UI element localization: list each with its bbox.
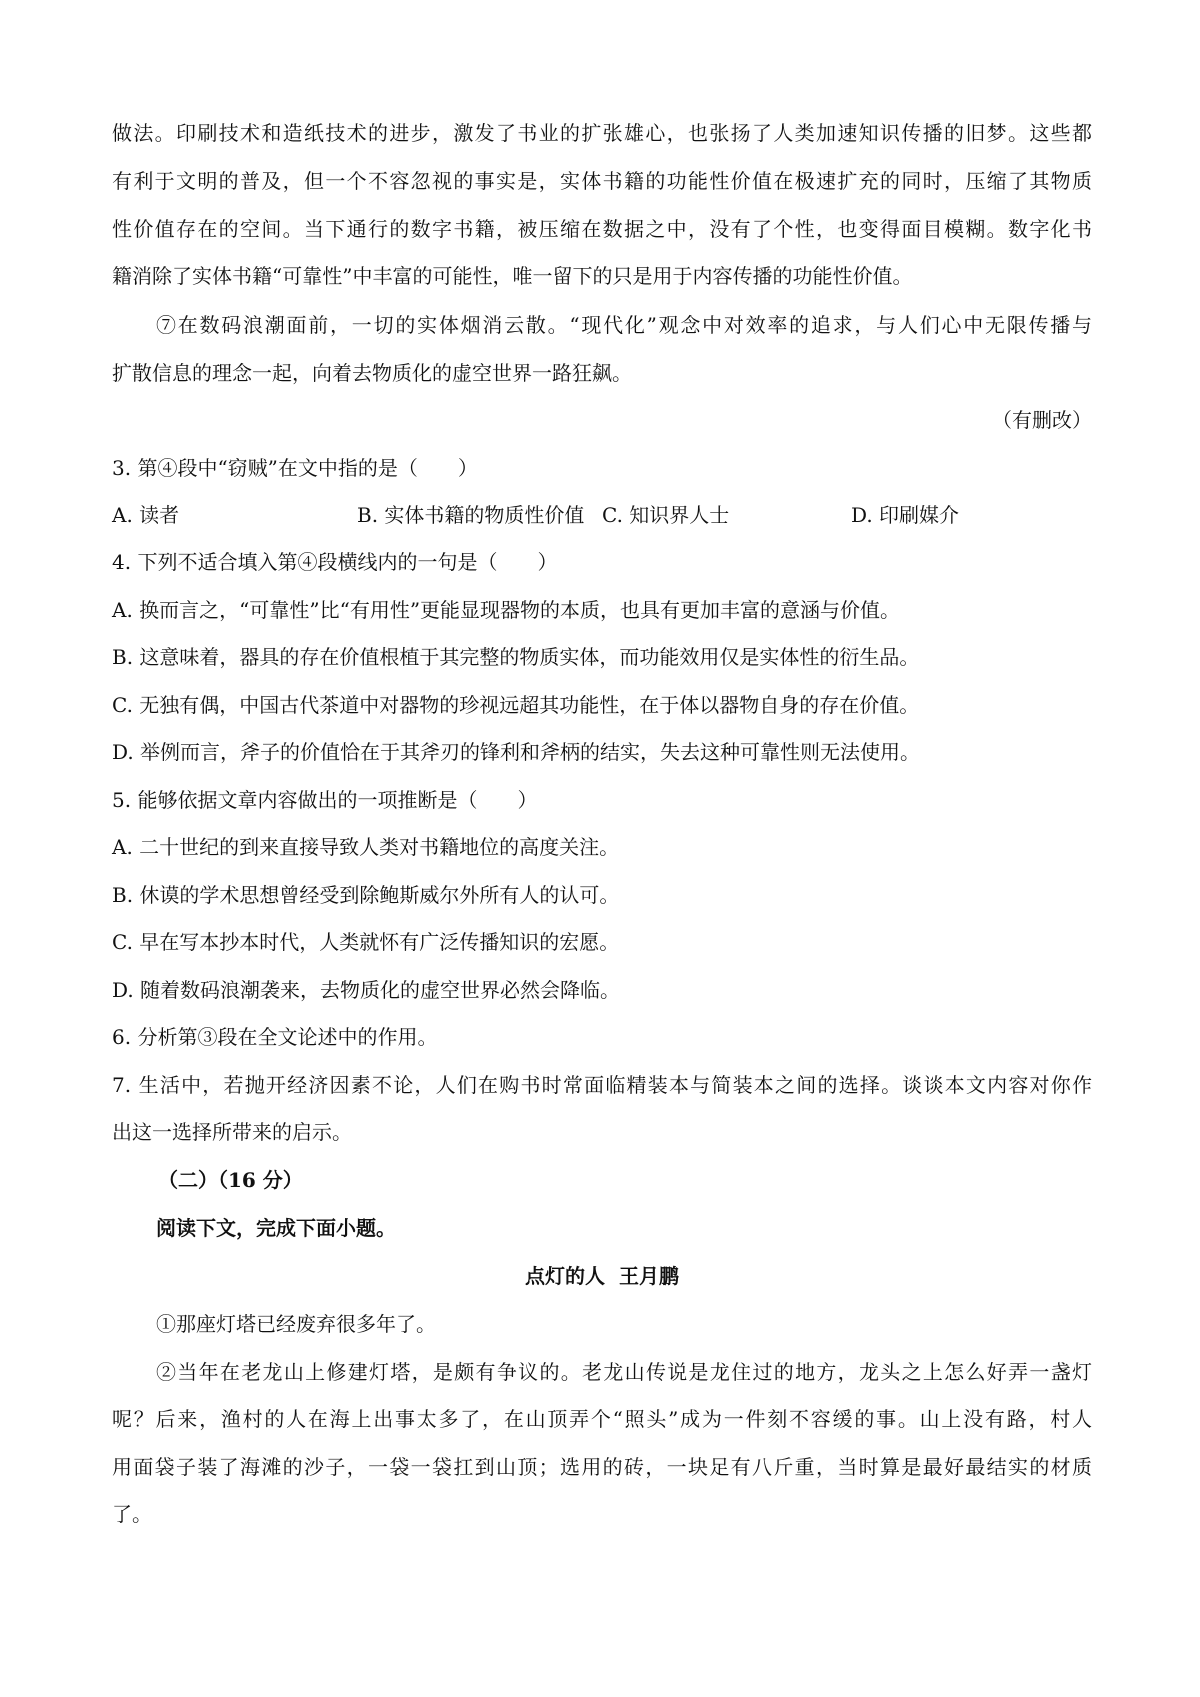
section-2-heading: （二）（16 分） — [158, 1168, 303, 1192]
question-6-stem: 6. 分析第③段在全文论述中的作用。 — [112, 1025, 438, 1049]
source-note: （有删改） — [992, 408, 1092, 432]
question-7-line: 出这一选择所带来的启示。 — [112, 1120, 352, 1144]
paragraph-6-line: 籍消除了实体书籍“可靠性”中丰富的可能性，唯一留下的只是用于内容传播的功能性价值。 — [112, 264, 913, 288]
question-4-option-c: C. 无独有偶，中国古代茶道中对器物的珍视远超其功能性，在于体以器物自身的存在价值。 — [112, 693, 920, 717]
question-5-option-c: C. 早在写本抄本时代，人类就怀有广泛传播知识的宏愿。 — [112, 930, 620, 954]
question-5-option-b: B. 休谟的学术思想曾经受到除鲍斯威尔外所有人的认可。 — [112, 883, 620, 907]
paragraph-6-line: 做法。印刷技术和造纸技术的进步，激发了书业的扩张雄心，也张扬了人类加速知识传播的旧梦。这些都 — [112, 121, 1092, 145]
question-7-line: 7. 生活中，若抛开经济因素不论，人们在购书时常面临精装本与简装本之间的选择。谈谈本文内容对你作 — [112, 1073, 1092, 1097]
paragraph-7-line: 扩散信息的理念一起，向着去物质化的虚空世界一路狂飙。 — [112, 361, 632, 385]
question-5-option-d: D. 随着数码浪潮袭来，去物质化的虚空世界必然会降临。 — [112, 978, 621, 1002]
question-3-option-c: C. 知识界人士 — [602, 503, 730, 527]
article-paragraph-2-line: 了。 — [112, 1502, 152, 1526]
section-2-instruction: 阅读下文，完成下面小题。 — [156, 1216, 396, 1240]
article-title: 点灯的人 王月鹏 — [525, 1264, 679, 1288]
question-5-option-a: A. 二十世纪的到来直接导致人类对书籍地位的高度关注。 — [112, 835, 620, 859]
question-4-option-d: D. 举例而言，斧子的价值恰在于其斧刃的锋利和斧柄的结实，失去这种可靠性则无法使用。 — [112, 740, 921, 764]
paragraph-6-line: 有利于文明的普及，但一个不容忽视的事实是，实体书籍的功能性价值在极速扩充的同时，压缩了其物质 — [112, 169, 1092, 193]
question-3-option-d: D. 印刷媒介 — [851, 503, 960, 527]
paragraph-7-line: ⑦在数码浪潮面前，一切的实体烟消云散。“现代化”观念中对效率的追求，与人们心中无限传播与 — [156, 313, 1092, 337]
paragraph-6-line: 性价值存在的空间。当下通行的数字书籍，被压缩在数据之中，没有了个性，也变得面目模糊。数字化书 — [112, 217, 1092, 241]
question-4-stem: 4. 下列不适合填入第④段横线内的一句是（ ） — [112, 550, 558, 574]
article-paragraph-1: ①那座灯塔已经废弃很多年了。 — [156, 1312, 436, 1336]
question-4-option-a: A. 换而言之，“可靠性”比“有用性”更能显现器物的本质，也具有更加丰富的意涵与价值。 — [112, 598, 901, 622]
question-4-option-b: B. 这意味着，器具的存在价值根植于其完整的物质实体，而功能效用仅是实体性的衍生品。 — [112, 645, 920, 669]
article-paragraph-2-line: 用面袋子装了海滩的沙子，一袋一袋扛到山顶；选用的砖，一块足有八斤重，当时算是最好最结实的材质 — [112, 1455, 1092, 1479]
question-3-option-a: A. 读者 — [112, 503, 180, 527]
article-paragraph-2-line: 呢？后来，渔村的人在海上出事太多了，在山顶弄个“照头”成为一件刻不容缓的事。山上没有路，村人 — [112, 1407, 1092, 1431]
question-3-option-b: B. 实体书籍的物质性价值 — [357, 503, 585, 527]
question-5-stem: 5. 能够依据文章内容做出的一项推断是（ ） — [112, 788, 538, 812]
question-3-stem: 3. 第④段中“窃贼”在文中指的是（ ） — [112, 456, 478, 480]
article-paragraph-2-line: ②当年在老龙山上修建灯塔，是颇有争议的。老龙山传说是龙住过的地方，龙头之上怎么好弄一盏灯 — [156, 1360, 1092, 1384]
